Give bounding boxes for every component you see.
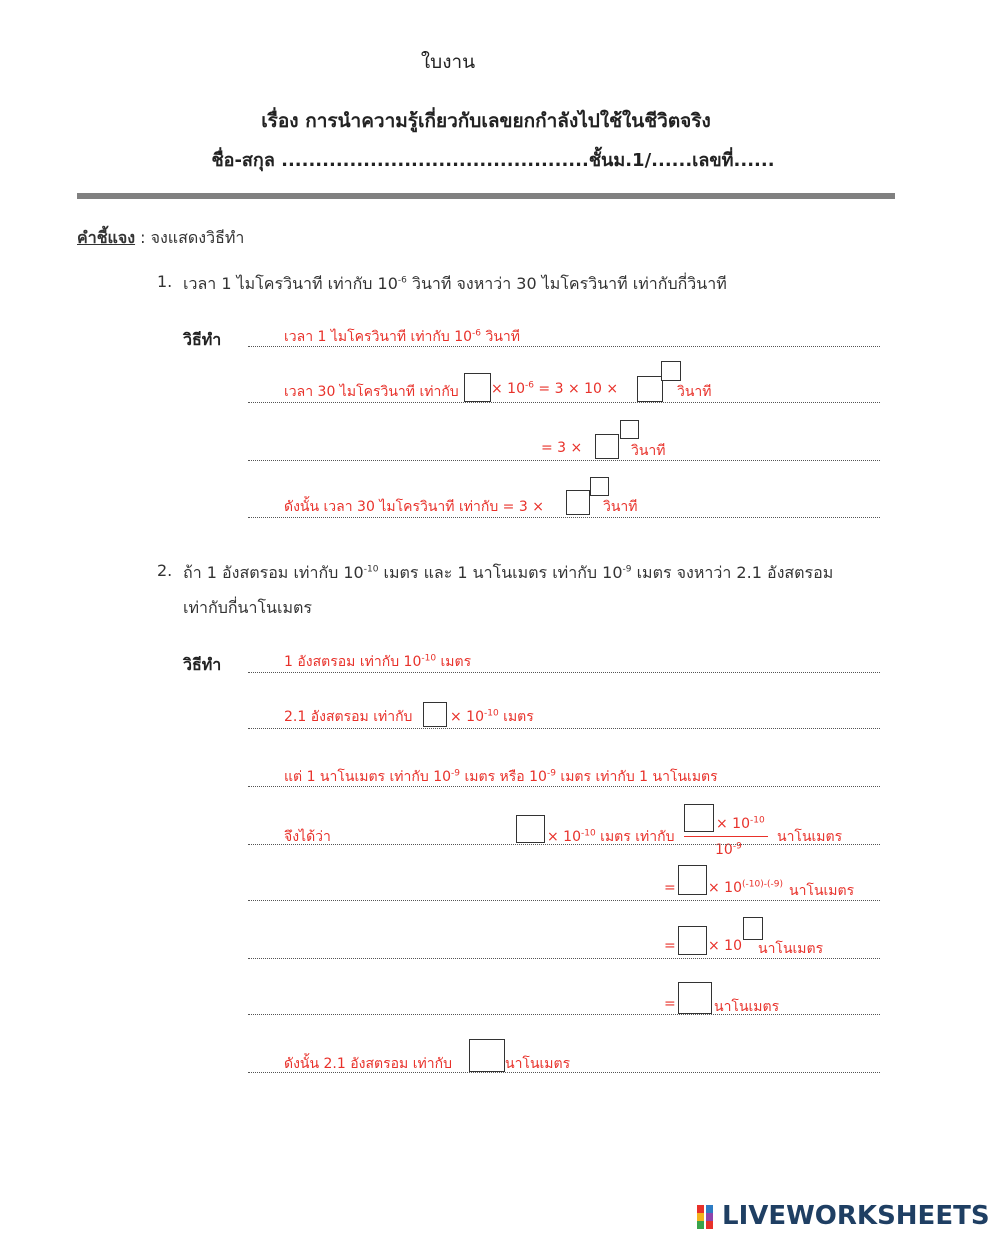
q1-exponent-box-1[interactable]: [661, 361, 681, 381]
q2-final-answer-box[interactable]: [469, 1039, 505, 1072]
q2-line8-unit: นาโนเมตร: [505, 1056, 571, 1072]
q2-line5-eq: =: [664, 880, 676, 896]
q2-method-label: วิธีทำ: [183, 655, 222, 674]
worksheet-subject: เรื่อง การนำความรู้เกี่ยวกับเลขยกกำลังไปใช้ในชีวิตจริง: [261, 110, 711, 132]
q2-text: ถ้า 1 อังสตรอม เท่ากับ $10^{-10}$ เมตร และ 1 นาโนเมตร เท่ากับ $10^{-9}$ เมตร จงหาว่า 2.1 อังสตรอม: [183, 563, 834, 582]
instruction: [77, 226, 244, 251]
q2-line1: 1 อังสตรอม เท่ากับ $10^{-10}$ เมตร: [284, 653, 472, 670]
name-line: ชื่อ-สกุล .............................................ชั้นม.1/......เลขที่......: [211, 150, 775, 171]
answer-line: [248, 958, 880, 959]
q2-line6-b: × 10: [708, 938, 742, 954]
q2-line8-a: ดังนั้น 2.1 อังสตรอม เท่ากับ: [284, 1056, 452, 1072]
q1-number: 1.: [157, 272, 173, 291]
q1-exponent-box-2[interactable]: [620, 420, 639, 439]
fraction-bar: [684, 836, 768, 837]
q2-line2-b: × $10^{-10}$ เมตร: [450, 708, 534, 725]
answer-line: [248, 786, 880, 787]
q2-line4-b: × $10^{-10}$ เมตร เท่ากับ: [547, 828, 675, 845]
answer-line: [248, 460, 880, 461]
q2-line5-b: × $10^{(-10)-(-9)}$: [708, 879, 783, 896]
q1-line4-a: ดังนั้น เวลา 30 ไมโครวินาที เท่ากับ = 3 ×: [284, 499, 544, 515]
logo-icon: [697, 1205, 704, 1229]
q2-answer-box-2[interactable]: [516, 815, 545, 843]
instruction-text: จงแสดงวิธีทำ: [150, 228, 245, 247]
answer-line: [248, 728, 880, 729]
worksheet-title: ใบงาน: [420, 51, 476, 73]
q2-line6-unit: นาโนเมตร: [758, 941, 824, 957]
header-divider: [77, 193, 895, 199]
q2-line7-unit: นาโนเมตร: [714, 999, 780, 1015]
q1-line3-a: = 3 ×: [541, 440, 583, 456]
q1-line2-b: × $10^{-6} = 3 \times 10$ ×: [491, 380, 619, 397]
q1-line4-unit: วินาที: [603, 499, 638, 515]
q2-line4-a: จึงได้ว่า: [284, 829, 331, 845]
q1-answer-box-2[interactable]: [637, 376, 663, 402]
q2-line5-unit: นาโนเมตร: [789, 883, 855, 899]
answer-line: [248, 517, 880, 518]
q1-answer-box-1[interactable]: [464, 373, 491, 402]
instruction-sep: :: [135, 228, 151, 247]
q1-exponent-box-3[interactable]: [590, 477, 609, 496]
q1-answer-box-4[interactable]: [566, 490, 590, 515]
q2-text-line2: เท่ากับกี่นาโนเมตร: [183, 598, 312, 617]
q2-line2-a: 2.1 อังสตรอม เท่ากับ: [284, 709, 413, 725]
answer-line: [248, 844, 880, 845]
q1-text: เวลา 1 ไมโครวินาที เท่ากับ $10^{-6}$ วินาที จงหาว่า 30 ไมโครวินาที เท่ากับกี่วินาที: [183, 274, 727, 293]
q1-method-label: วิธีทำ: [183, 330, 222, 349]
instruction-label: คำชี้แจง: [77, 228, 136, 247]
q2-line7-eq: =: [664, 996, 676, 1012]
answer-line: [248, 1014, 880, 1015]
liveworksheets-brand: LIVEWORKSHEETS: [722, 1201, 990, 1231]
q2-answer-box-3[interactable]: [678, 865, 707, 895]
q2-answer-box-5[interactable]: [678, 982, 712, 1014]
answer-line: [248, 900, 880, 901]
answer-line: [248, 402, 880, 403]
answer-line: [248, 672, 880, 673]
q1-line3-unit: วินาที: [631, 443, 666, 459]
q2-number: 2.: [157, 561, 173, 580]
q2-line6-eq: =: [664, 938, 676, 954]
q2-answer-box-4[interactable]: [678, 926, 707, 955]
q1-line1: เวลา 1 ไมโครวินาที เท่ากับ $10^{-6}$ วินาที: [284, 328, 521, 345]
answer-line: [248, 346, 880, 347]
q2-fraction-numerator: × $10^{-10}$: [716, 815, 765, 832]
q2-line4-unit: นาโนเมตร: [777, 829, 843, 845]
q1-line2-a: เวลา 30 ไมโครวินาที เท่ากับ: [284, 384, 459, 400]
q1-answer-box-3[interactable]: [595, 434, 619, 459]
q2-exponent-box[interactable]: [743, 917, 763, 940]
q2-line3: แต่ 1 นาโนเมตร เท่ากับ $10^{-9}$ เมตร หรือ $10^{-9}$ เมตร เท่ากับ 1 นาโนเมตร: [284, 768, 718, 785]
liveworksheets-logo: [697, 1205, 721, 1229]
q2-fraction-denominator: $10^{-9}$: [715, 841, 742, 858]
answer-line: [248, 1072, 880, 1073]
q2-fraction-box[interactable]: [684, 804, 714, 832]
q1-line2-unit: วินาที: [677, 384, 712, 400]
q2-answer-box-1[interactable]: [423, 702, 447, 727]
